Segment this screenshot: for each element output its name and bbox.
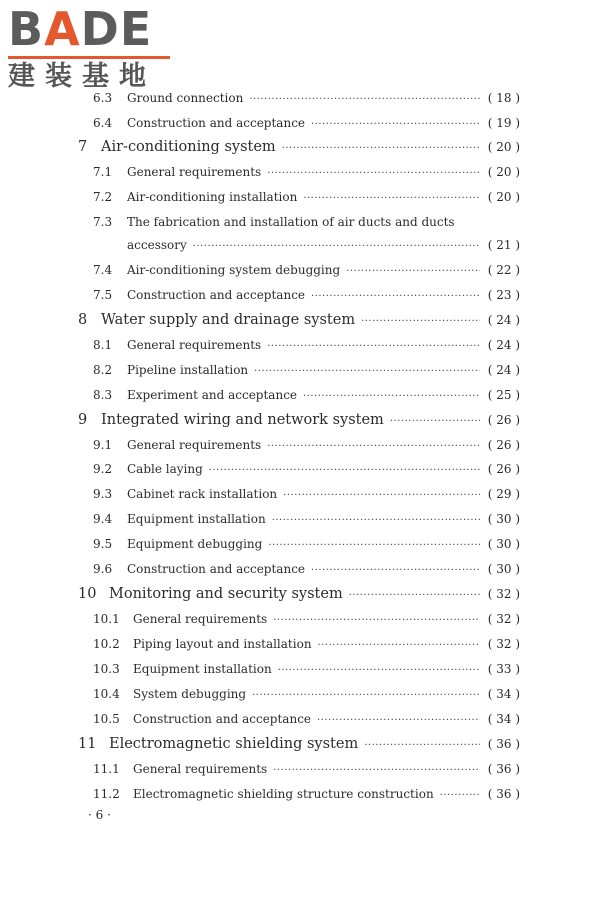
dot-leader <box>249 94 480 105</box>
toc-entry: 9.2 Cable laying ····· ( 26 ) <box>93 462 520 476</box>
toc-entry: 7.1 General requirements ····· ( 20 ) <box>93 165 520 179</box>
toc-entry: 7.2 Air-conditioning installation ····· ( 20 ) <box>93 190 520 204</box>
toc-chapter: 10 Monitoring and security system ····· ( 32 ) <box>78 586 520 602</box>
dot-leader <box>349 590 480 601</box>
toc-entry: 6.4 Construction and acceptance ····· ( 19 ) <box>93 116 520 130</box>
dot-leader <box>252 690 480 701</box>
toc-entry: 10.3 Equipment installation ····· ( 33 ) <box>93 662 520 676</box>
dot-leader <box>278 665 480 676</box>
toc-entry: 9.1 General requirements ····· ( 26 ) <box>93 438 520 452</box>
dot-leader <box>267 441 480 452</box>
dot-leader <box>268 540 480 551</box>
toc-entry: 10.5 Construction and acceptance ····· ( 34 ) <box>93 712 520 726</box>
toc-entry: 11.1 General requirements ····· ( 36 ) <box>93 762 520 776</box>
dot-leader <box>390 416 480 427</box>
toc-entry: 11.2 Electromagnetic shielding structure construction ····· ( 36 ) <box>93 787 520 801</box>
dot-leader <box>283 490 480 501</box>
toc-entry: 8.3 Experiment and acceptance ····· ( 25 ) <box>93 388 520 402</box>
toc-entry: 8.1 General requirements ····· ( 24 ) <box>93 338 520 352</box>
dot-leader <box>346 266 480 277</box>
dot-leader <box>303 193 480 204</box>
toc-entry: 10.2 Piping layout and installation ····· ( 32 ) <box>93 637 520 651</box>
dot-leader <box>209 465 480 476</box>
dot-leader <box>311 119 480 130</box>
toc-entry-line2: accessory ····· ( 21 ) <box>127 238 520 252</box>
toc-entry: 9.4 Equipment installation ····· ( 30 ) <box>93 512 520 526</box>
dot-leader <box>273 765 480 776</box>
toc-chapter: 11 Electromagnetic shielding system ····· ( 36 ) <box>78 736 520 752</box>
toc-entry: 7.4 Air-conditioning system debugging ····· ( 22 ) <box>93 263 520 277</box>
toc-entry: 9.6 Construction and acceptance ····· ( 30 ) <box>93 562 520 576</box>
toc-entry: 7.5 Construction and acceptance ····· ( 23 ) <box>93 288 520 302</box>
logo-rule <box>8 56 170 59</box>
toc-chapter: 7 Air-conditioning system ····· ( 20 ) <box>78 139 520 155</box>
dot-leader <box>282 143 480 154</box>
dot-leader <box>193 241 480 252</box>
toc-entry: 10.4 System debugging ····· ( 34 ) <box>93 687 520 701</box>
page-number: · 6 · <box>88 808 111 822</box>
dot-leader <box>267 168 480 179</box>
dot-leader <box>317 715 480 726</box>
bade-logo <box>8 4 178 94</box>
toc-entry: 9.3 Cabinet rack installation ····· ( 29 ) <box>93 487 520 501</box>
logo-wordmark: BADE <box>8 2 153 56</box>
dot-leader <box>272 515 480 526</box>
dot-leader <box>318 640 480 651</box>
dot-leader <box>273 615 480 626</box>
toc-entry: 8.2 Pipeline installation ····· ( 24 ) <box>93 363 520 377</box>
toc-entry-line1: 7.3 The fabrication and installation of air ducts and ducts <box>93 215 455 229</box>
toc-entry: 6.3 Ground connection ····· ( 18 ) <box>93 91 520 105</box>
toc-chapter: 8 Water supply and drainage system ····· ( 24 ) <box>78 312 520 328</box>
toc-entry: 10.1 General requirements ····· ( 32 ) <box>93 612 520 626</box>
dot-leader <box>254 366 480 377</box>
toc-entry: 9.5 Equipment debugging ····· ( 30 ) <box>93 537 520 551</box>
dot-leader <box>303 391 480 402</box>
logo-subtitle: 建装基地 <box>8 61 156 92</box>
dot-leader <box>267 341 480 352</box>
dot-leader <box>311 565 480 576</box>
toc-chapter: 9 Integrated wiring and network system ····· ( 26 ) <box>78 412 520 428</box>
dot-leader <box>311 291 480 302</box>
dot-leader <box>364 740 480 751</box>
dot-leader <box>361 316 480 327</box>
dot-leader <box>440 790 480 801</box>
